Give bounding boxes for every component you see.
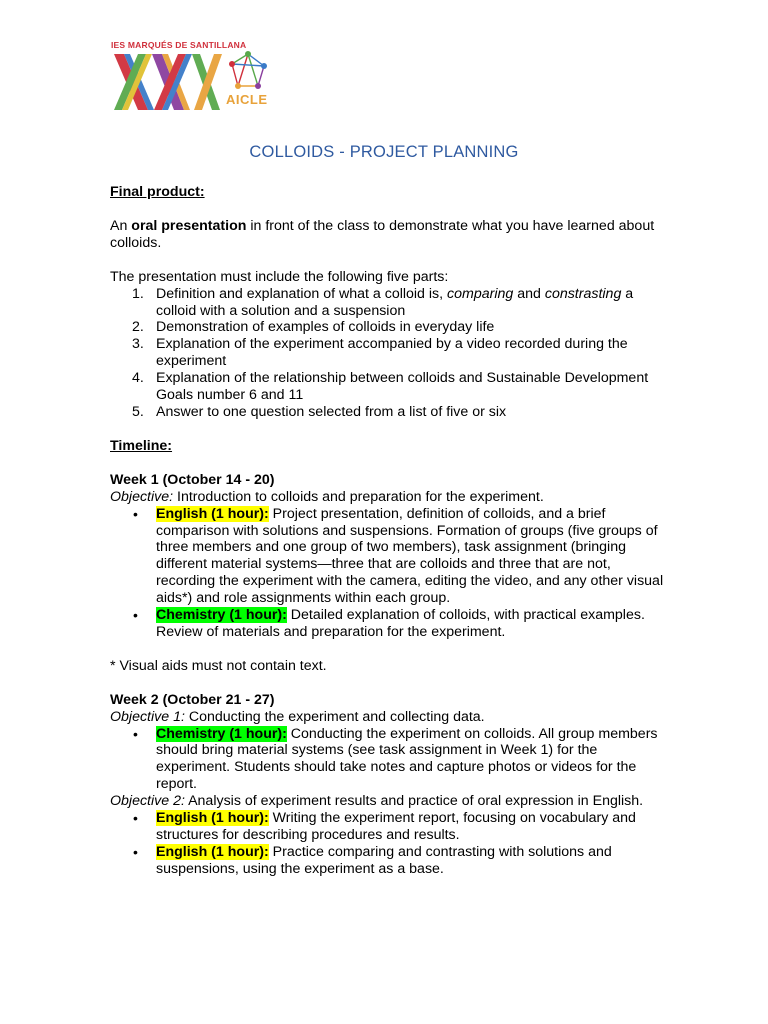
parts-list [110, 286, 670, 421]
list-item: 5. Answer to one question selected from a list of five or six [132, 403, 507, 420]
visual-aids-note: * Visual aids must not contain text. [110, 657, 327, 674]
list-item: 1. Definition and explanation of what a colloid is, comparing and constrasting a colloid with a solution and a suspension [132, 285, 634, 319]
list-item: • English (1 hour): Practice comparing and contrasting with solutions and suspensions, using the experiment as a base. [133, 843, 612, 877]
list-item: • Chemistry (1 hour): Conducting the experiment on colloids. All group members should bring material systems (see task assignment in Week 1) for the experiment. Students should take notes and capture photos or videos for the report. [133, 725, 658, 793]
list-item: 4. Explanation of the relationship between colloids and Sustainable Development Goals number 6 and 11 [132, 370, 649, 404]
parts-intro: The presentation must include the following five parts: [110, 268, 449, 285]
list-item: • English (1 hour): Writing the experiment report, focusing on vocabulary and structures for describing procedures and results. [133, 810, 636, 843]
list-item: • English (1 hour): Project presentation, definition of colloids, and a brief comparison with solutions and suspensions. Formation of groups (five groups of three members and one group of two members), task assignment (bringing different material systems—three that are colloids and three that are not, recording the experiment with the camera, editing the video, and any other visual aids*) and role assignments within each group. [133, 505, 664, 607]
week1-title: Week 1 (October 14 - 20) [110, 471, 275, 488]
list-item: 3. Explanation of the experiment accompanied by a video recorded during the experiment [132, 336, 628, 370]
school-logo [108, 40, 278, 116]
week1-objective: Objective: Introduction to colloids and preparation for the experiment. [110, 488, 544, 505]
list-item: 2. Demonstration of examples of colloids in everyday life [132, 319, 495, 336]
week2-objective1: Objective 1: Conducting the experiment and collecting data. [110, 708, 485, 725]
week2-objective2: Objective 2: Analysis of experiment results and practice of oral expression in English. [110, 793, 644, 810]
week2-list2 [110, 810, 670, 878]
document-body [110, 184, 670, 878]
document-title: COLLOIDS - PROJECT PLANNING [249, 143, 519, 161]
logo-aicle-text: AICLE [226, 92, 268, 107]
logo-school-name: IES MARQUÉS DE SANTILLANA [111, 40, 247, 50]
week2-list1 [110, 726, 670, 794]
week1-list [110, 506, 670, 641]
week2-title: Week 2 (October 21 - 27) [110, 691, 275, 708]
list-item: • Chemistry (1 hour): Detailed explanation of colloids, with practical examples. Review of materials and preparation for the experiment. [133, 607, 645, 640]
timeline-heading: Timeline: [110, 437, 173, 454]
final-product-intro: An oral presentation in front of the class to demonstrate what you have learned about colloids. [110, 217, 655, 251]
final-product-heading: Final product: [110, 184, 205, 200]
